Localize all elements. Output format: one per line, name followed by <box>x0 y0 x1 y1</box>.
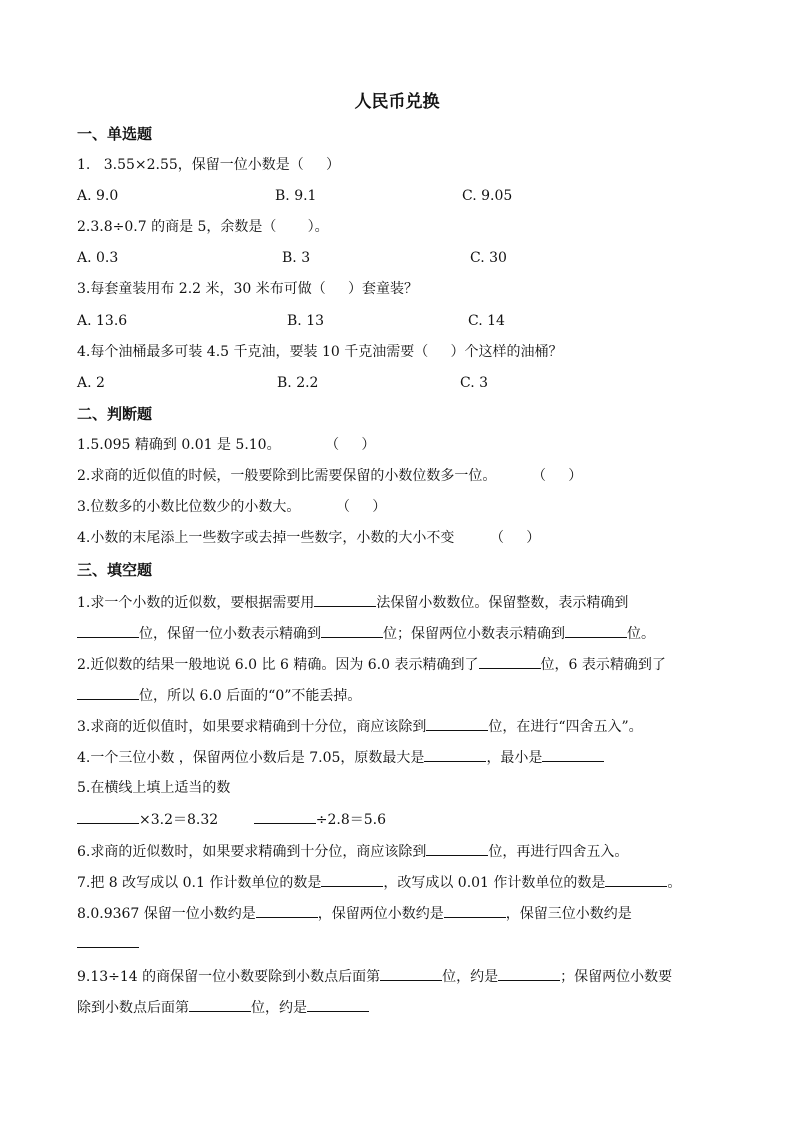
answer-blank[interactable] <box>424 747 486 762</box>
fill-q3-text: 位，在进行“四舍五入”。 <box>488 719 643 735</box>
mc-q3-option-c: C. 14 <box>468 313 505 329</box>
answer-blank[interactable] <box>426 841 488 856</box>
answer-blank[interactable] <box>380 966 442 981</box>
fill-question-2-line-2 <box>77 685 361 706</box>
answer-blank[interactable] <box>256 903 318 918</box>
mc-question-3: 3.每套童装用布 2.2 米，30 米布可做（ ）套童装？ <box>77 281 419 297</box>
answer-blank[interactable] <box>542 747 604 762</box>
answer-blank[interactable] <box>605 872 667 887</box>
fill-q6-text: 位，再进行四舍五入。 <box>488 844 629 860</box>
fill-q7-text: 7.把 8 改写成以 0.1 作计数单位的数是 <box>77 875 322 891</box>
fill-question-1-line-1 <box>77 592 628 613</box>
section-heading-single-choice: 一、单选题 <box>77 125 153 143</box>
mc-q4-option-a: A. 2 <box>77 375 105 391</box>
fill-q3-text: 3.求商的近似值时，如果要求精确到十分位，商应该除到 <box>77 719 427 735</box>
answer-blank[interactable] <box>77 809 139 824</box>
mc-q3-option-a: A. 13.6 <box>77 313 128 329</box>
answer-blank[interactable] <box>479 654 541 669</box>
answer-blank[interactable] <box>254 809 316 824</box>
fill-q9-text: 位，约是 <box>442 969 499 985</box>
fill-q5-equation: ×3.2＝8.32 <box>139 812 219 828</box>
fill-q1-text: 位；保留两位小数表示精确到 <box>383 626 565 642</box>
fill-q9-text: 除到小数点后面第 <box>77 1000 189 1016</box>
tf-question-2: 2.求商的近似值的时候，一般要除到比需要保留的小数位数多一位。 （ ） <box>77 468 583 484</box>
fill-question-6 <box>77 841 628 862</box>
fill-q1-text: 1.求一个小数的近似数，要根据需要用 <box>77 595 315 611</box>
mc-question-2: 2.3.8÷0.7 的商是 5，余数是（ ）。 <box>77 219 329 235</box>
fill-q5-equation: ÷2.8＝5.6 <box>315 812 387 828</box>
fill-q4-text: ，最小是 <box>486 750 543 766</box>
fill-q8-text: ，保留两位小数约是 <box>317 906 444 922</box>
fill-question-1-line-2 <box>77 623 655 644</box>
fill-q9-text: ；保留两位小数要 <box>560 969 673 985</box>
section-heading-true-false: 二、判断题 <box>77 405 153 423</box>
mc-q4-option-c: C. 3 <box>460 375 489 391</box>
fill-q9-text: 9.13÷14 的商保留一位小数要除到小数点后面第 <box>77 969 381 985</box>
fill-q1-text: 法保留小数数位。保留整数，表示精确到 <box>376 595 629 611</box>
section-heading-fill-blank: 三、填空题 <box>77 561 153 579</box>
mc-q1-option-a: A. 9.0 <box>77 188 119 204</box>
fill-q2-text: 位，所以 6.0 后面的“0”不能丢掉。 <box>139 688 362 704</box>
page-title: 人民币兑换 <box>354 92 440 112</box>
answer-blank[interactable] <box>307 997 369 1012</box>
mc-q1-option-b: B. 9.1 <box>275 188 317 204</box>
fill-question-5: 5.在横线上填上适当的数 <box>77 780 231 796</box>
answer-blank[interactable] <box>444 903 506 918</box>
answer-blank[interactable] <box>426 716 488 731</box>
answer-blank[interactable] <box>314 592 376 607</box>
fill-q8-text: ，保留三位小数约是 <box>505 906 632 922</box>
fill-q7-text: 。 <box>667 875 682 891</box>
mc-q2-option-c: C. 30 <box>470 250 507 266</box>
mc-question-4: 4.每个油桶最多可装 4.5 千克油，要装 10 千克油需要（ ）个这样的油桶？ <box>77 344 563 360</box>
mc-q2-option-a: A. 0.3 <box>77 250 119 266</box>
mc-q3-option-b: B. 13 <box>287 313 325 329</box>
answer-blank[interactable] <box>189 997 251 1012</box>
fill-question-2-line-1 <box>77 654 666 675</box>
answer-blank[interactable] <box>77 933 139 948</box>
fill-q2-text: 位，6 表示精确到了 <box>540 657 666 673</box>
answer-blank[interactable] <box>77 685 139 700</box>
fill-question-8 <box>77 903 632 924</box>
mc-q4-option-b: B. 2.2 <box>277 375 319 391</box>
tf-question-4: 4.小数的末尾添上一些数字或去掉一些数字，小数的大小不变 （ ） <box>77 530 541 546</box>
tf-question-1: 1.5.095 精确到 0.01 是 5.10。 （ ） <box>77 437 376 453</box>
answer-blank[interactable] <box>498 966 560 981</box>
fill-question-9-line-1 <box>77 966 672 987</box>
mc-q1-option-c: C. 9.05 <box>462 188 513 204</box>
answer-blank[interactable] <box>321 623 383 638</box>
fill-q4-text: 4.一个三位小数 ，保留两位小数后是 7.05，原数最大是 <box>77 750 425 766</box>
fill-question-5-equations <box>77 809 386 830</box>
fill-question-8-line-2 <box>77 933 139 954</box>
fill-q9-text: 位，约是 <box>251 1000 307 1016</box>
fill-q2-text: 2.近似数的结果一般地说 6.0 比 6 精确。因为 6.0 表示精确到了 <box>77 657 479 673</box>
fill-question-3 <box>77 716 643 737</box>
fill-q7-text: ，改写成以 0.01 作计数单位的数是 <box>383 875 606 891</box>
fill-q1-text: 位，保留一位小数表示精确到 <box>139 626 321 642</box>
mc-q2-option-b: B. 3 <box>282 250 311 266</box>
fill-question-9-line-2 <box>77 997 369 1018</box>
answer-blank[interactable] <box>565 623 627 638</box>
fill-q6-text: 6.求商的近似数时，如果要求精确到十分位，商应该除到 <box>77 844 427 860</box>
answer-blank[interactable] <box>321 872 383 887</box>
fill-question-7 <box>77 872 681 893</box>
tf-question-3: 3.位数多的小数比位数少的小数大。 （ ） <box>77 499 387 515</box>
fill-q1-text: 位。 <box>627 626 655 642</box>
mc-question-1: 1. 3.55×2.55，保留一位小数是（ ） <box>77 157 341 173</box>
fill-q8-text: 8.0.9367 保留一位小数约是 <box>77 906 256 922</box>
answer-blank[interactable] <box>77 623 139 638</box>
fill-question-4 <box>77 747 604 768</box>
